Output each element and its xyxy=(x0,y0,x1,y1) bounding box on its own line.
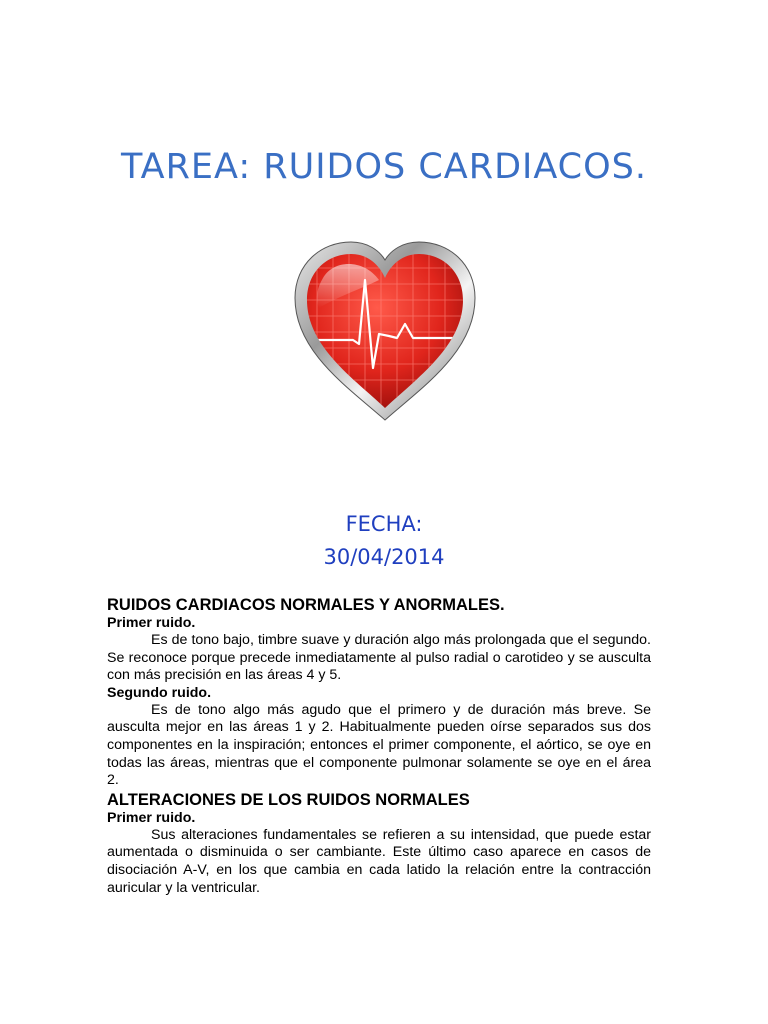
section-heading: ALTERACIONES DE LOS RUIDOS NORMALES xyxy=(107,790,470,809)
heart-ecg-icon xyxy=(293,238,477,422)
subsection-heading: Segundo ruido. xyxy=(107,684,212,701)
page-title: TAREA: RUIDOS CARDIACOS. xyxy=(120,147,647,187)
date-value: 30/04/2014 xyxy=(323,545,445,569)
paragraph: Es de tono algo más agudo que el primero y de duración más breve. Se ausculta mejor en las áreas 1 y 2. Habitualmente pueden oírse separados sus dos componentes en la inspiración; entonces el primer componente, el aórtico, se oye en todas las áreas, mientras que el componente pulmonar solamente se oye en el área 2. xyxy=(107,701,651,789)
date-label: FECHA: xyxy=(345,512,423,536)
subsection-heading: Primer ruido. xyxy=(107,615,196,631)
document-body xyxy=(107,595,651,897)
section-heading: RUIDOS CARDIACOS NORMALES Y ANORMALES. xyxy=(107,596,505,614)
paragraph: Sus alteraciones fundamentales se refieren a su intensidad, que puede estar aumentada o disminuida o ser cambiante. Este último caso aparece en casos de disociación A-V, en los que cambia en cada latido la relación entre la contracción auricular y la ventricular. xyxy=(107,826,651,896)
subsection-heading: Primer ruido. xyxy=(107,809,196,826)
paragraph: Es de tono bajo, timbre suave y duración algo más prolongada que el segundo. Se reconoce porque precede inmediatamente al pulso radial o carotideo y se ausculta con más precisión en las áreas 4 y 5. xyxy=(107,632,651,684)
